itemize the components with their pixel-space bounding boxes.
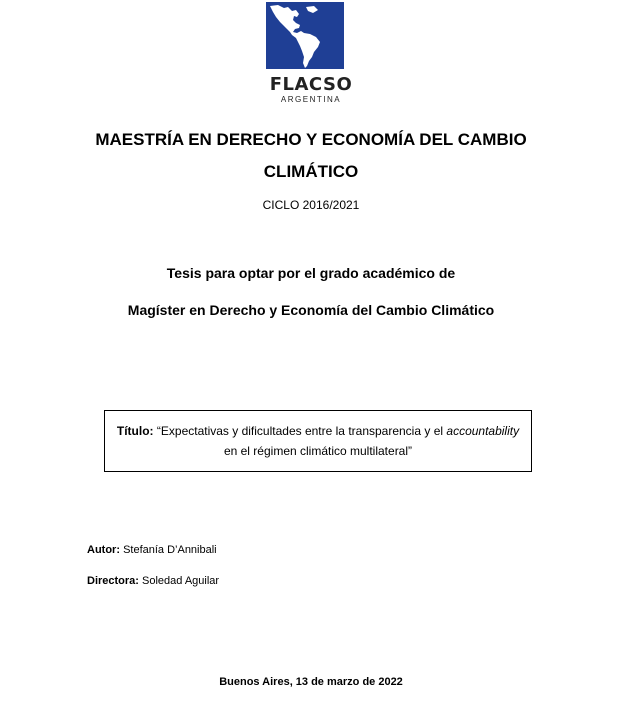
thesis-title-box	[104, 410, 532, 472]
place-date: Buenos Aires, 13 de marzo de 2022	[219, 676, 403, 688]
thesis-title-italic: accountability	[446, 424, 520, 438]
director-label: Directora:	[87, 575, 139, 587]
americas-map-icon	[266, 2, 344, 69]
author-line	[87, 544, 217, 556]
author-name: Stefanía D’Annibali	[123, 544, 217, 556]
logo-name: FLACSO	[269, 74, 353, 95]
thesis-title-label: Título:	[116, 424, 154, 438]
thesis-title-text-2: en el régimen climático multilateral”	[223, 444, 413, 458]
director-name: Soledad Aguilar	[142, 575, 220, 587]
thesis-line-2: Magíster en Derecho y Economía del Cambio Climático	[127, 302, 495, 318]
director-line	[87, 575, 219, 587]
thesis-line-1: Tesis para optar por el grado académico de	[166, 265, 456, 281]
thesis-title-text: “Expectativas y dificultades entre la transparencia y el	[156, 424, 444, 438]
cycle: CICLO 2016/2021	[262, 198, 360, 212]
program-title: MAESTRÍA EN DERECHO Y ECONOMÍA DEL CAMBIO CLIMÁTICO	[95, 130, 527, 181]
logo-subtitle: ARGENTINA	[280, 95, 342, 104]
author-label: Autor:	[87, 544, 120, 556]
